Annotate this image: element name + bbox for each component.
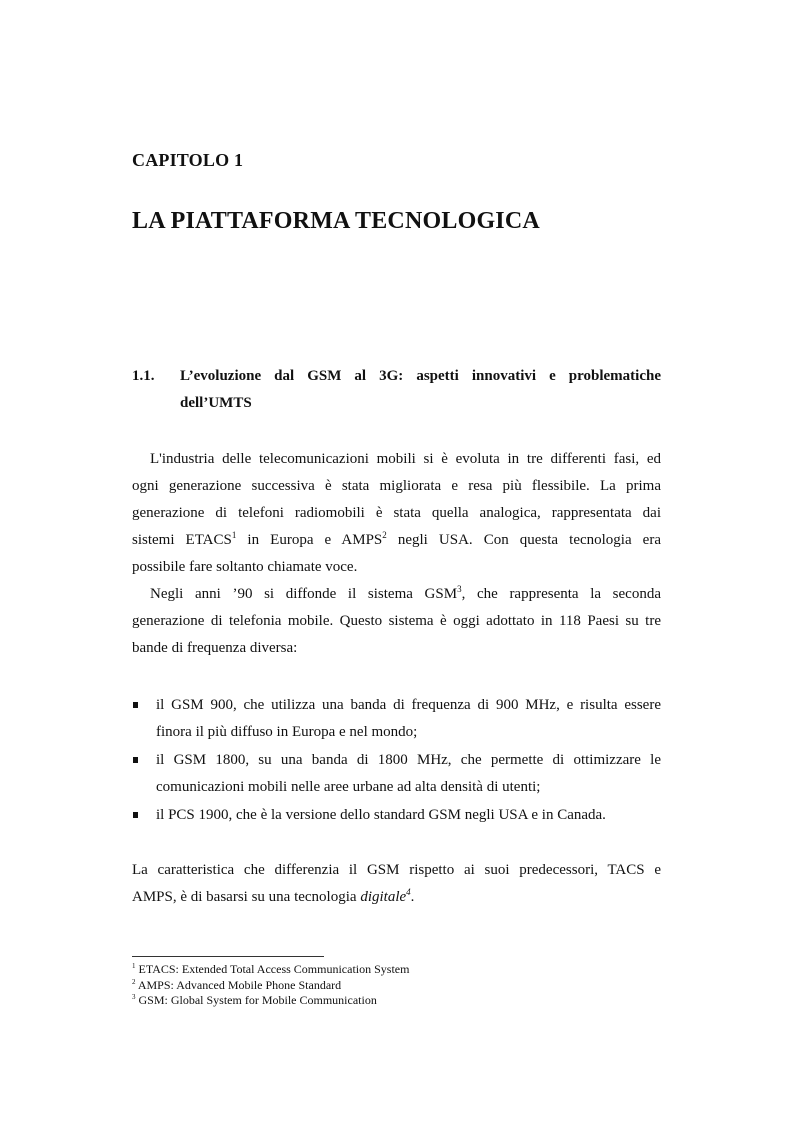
text-line: bande di frequenza diversa: <box>132 640 298 656</box>
text-line: il GSM 900, che utilizza una banda di frequenza di 900 MHz, e risulta essere <box>156 697 661 713</box>
section-number: 1.1. <box>132 368 155 384</box>
text-fragment: Negli anni ’90 si diffonde il sistema GSM <box>150 586 458 602</box>
bullet-square-icon <box>133 757 138 763</box>
text-line: La caratteristica che differenzia il GSM rispetto ai suoi predecessori, TACS e <box>132 862 661 878</box>
section-heading <box>132 363 661 417</box>
text-line: L'industria delle telecomunicazioni mobili si è evoluta in tre differenti fasi, ed <box>150 451 661 467</box>
text-line <box>132 884 661 911</box>
section-title <box>180 363 661 417</box>
chapter-title: LA PIATTAFORMA TECNOLOGICA <box>132 208 540 234</box>
footnotes <box>132 962 661 1009</box>
text-line: possibile fare soltanto chiamate voce. <box>132 559 358 575</box>
footnote-ref[interactable]: 3 <box>457 584 462 594</box>
footnote <box>132 978 661 994</box>
text-fragment: , che rappresenta la seconda <box>461 586 661 602</box>
footnote-divider <box>132 956 324 957</box>
paragraph-intro <box>132 446 661 581</box>
text-line: generazione di telefoni radiomobili è stata quella analogica, rappresentata dai <box>132 505 661 521</box>
text-line: generazione di telefonia mobile. Questo sistema è oggi adottato in 118 Paesi su tre <box>132 613 661 629</box>
text-line <box>132 581 661 608</box>
list-item <box>132 747 661 801</box>
footnote <box>132 962 661 978</box>
section-title-line: L’evoluzione dal GSM al 3G: aspetti innovativi e problematiche <box>180 368 661 384</box>
footnote-text: AMPS: Advanced Mobile Phone Standard <box>137 977 342 992</box>
paragraph-digital <box>132 857 661 911</box>
text-fragment: negli USA. Con questa tecnologia era <box>386 532 661 548</box>
text-line: il PCS 1900, che è la versione dello standard GSM negli USA e in Canada. <box>156 807 606 823</box>
text-fragment: AMPS, è di basarsi su una tecnologia <box>132 889 361 905</box>
footnote-ref[interactable]: 1 <box>231 530 237 540</box>
text-fragment: sistemi ETACS <box>132 532 232 548</box>
text-line <box>132 527 661 554</box>
text-line: ogni generazione successiva è stata migliorata e resa più flessibile. La prima <box>132 478 661 494</box>
section-title-line: dell’UMTS <box>180 395 252 411</box>
paragraph-gsm <box>132 581 661 662</box>
text-line: il GSM 1800, su una banda di 1800 MHz, che permette di ottimizzare le <box>156 752 661 768</box>
text-line: finora il più diffuso in Europa e nel mondo; <box>156 724 418 740</box>
footnote-number: 1 <box>132 962 136 970</box>
footnote-number: 3 <box>132 993 136 1001</box>
text-line: comunicazioni mobili nelle aree urbane ad alta densità di utenti; <box>156 779 541 795</box>
text-fragment: . <box>410 889 415 905</box>
emphasis-digitale: digitale <box>360 889 407 905</box>
frequency-band-list <box>132 692 661 830</box>
footnote-ref[interactable]: 2 <box>382 530 387 540</box>
bullet-square-icon <box>133 702 138 708</box>
footnote <box>132 993 661 1009</box>
list-item <box>132 802 661 829</box>
chapter-label: CAPITOLO 1 <box>132 150 244 170</box>
list-item <box>132 692 661 746</box>
text-fragment: in Europa e AMPS <box>236 532 383 548</box>
footnote-number: 2 <box>132 977 136 986</box>
footnote-text: ETACS: Extended Total Access Communication System <box>138 962 410 976</box>
footnote-number: 4 <box>406 887 411 897</box>
footnote-text: GSM: Global System for Mobile Communication <box>138 993 377 1007</box>
bullet-square-icon <box>133 812 138 818</box>
